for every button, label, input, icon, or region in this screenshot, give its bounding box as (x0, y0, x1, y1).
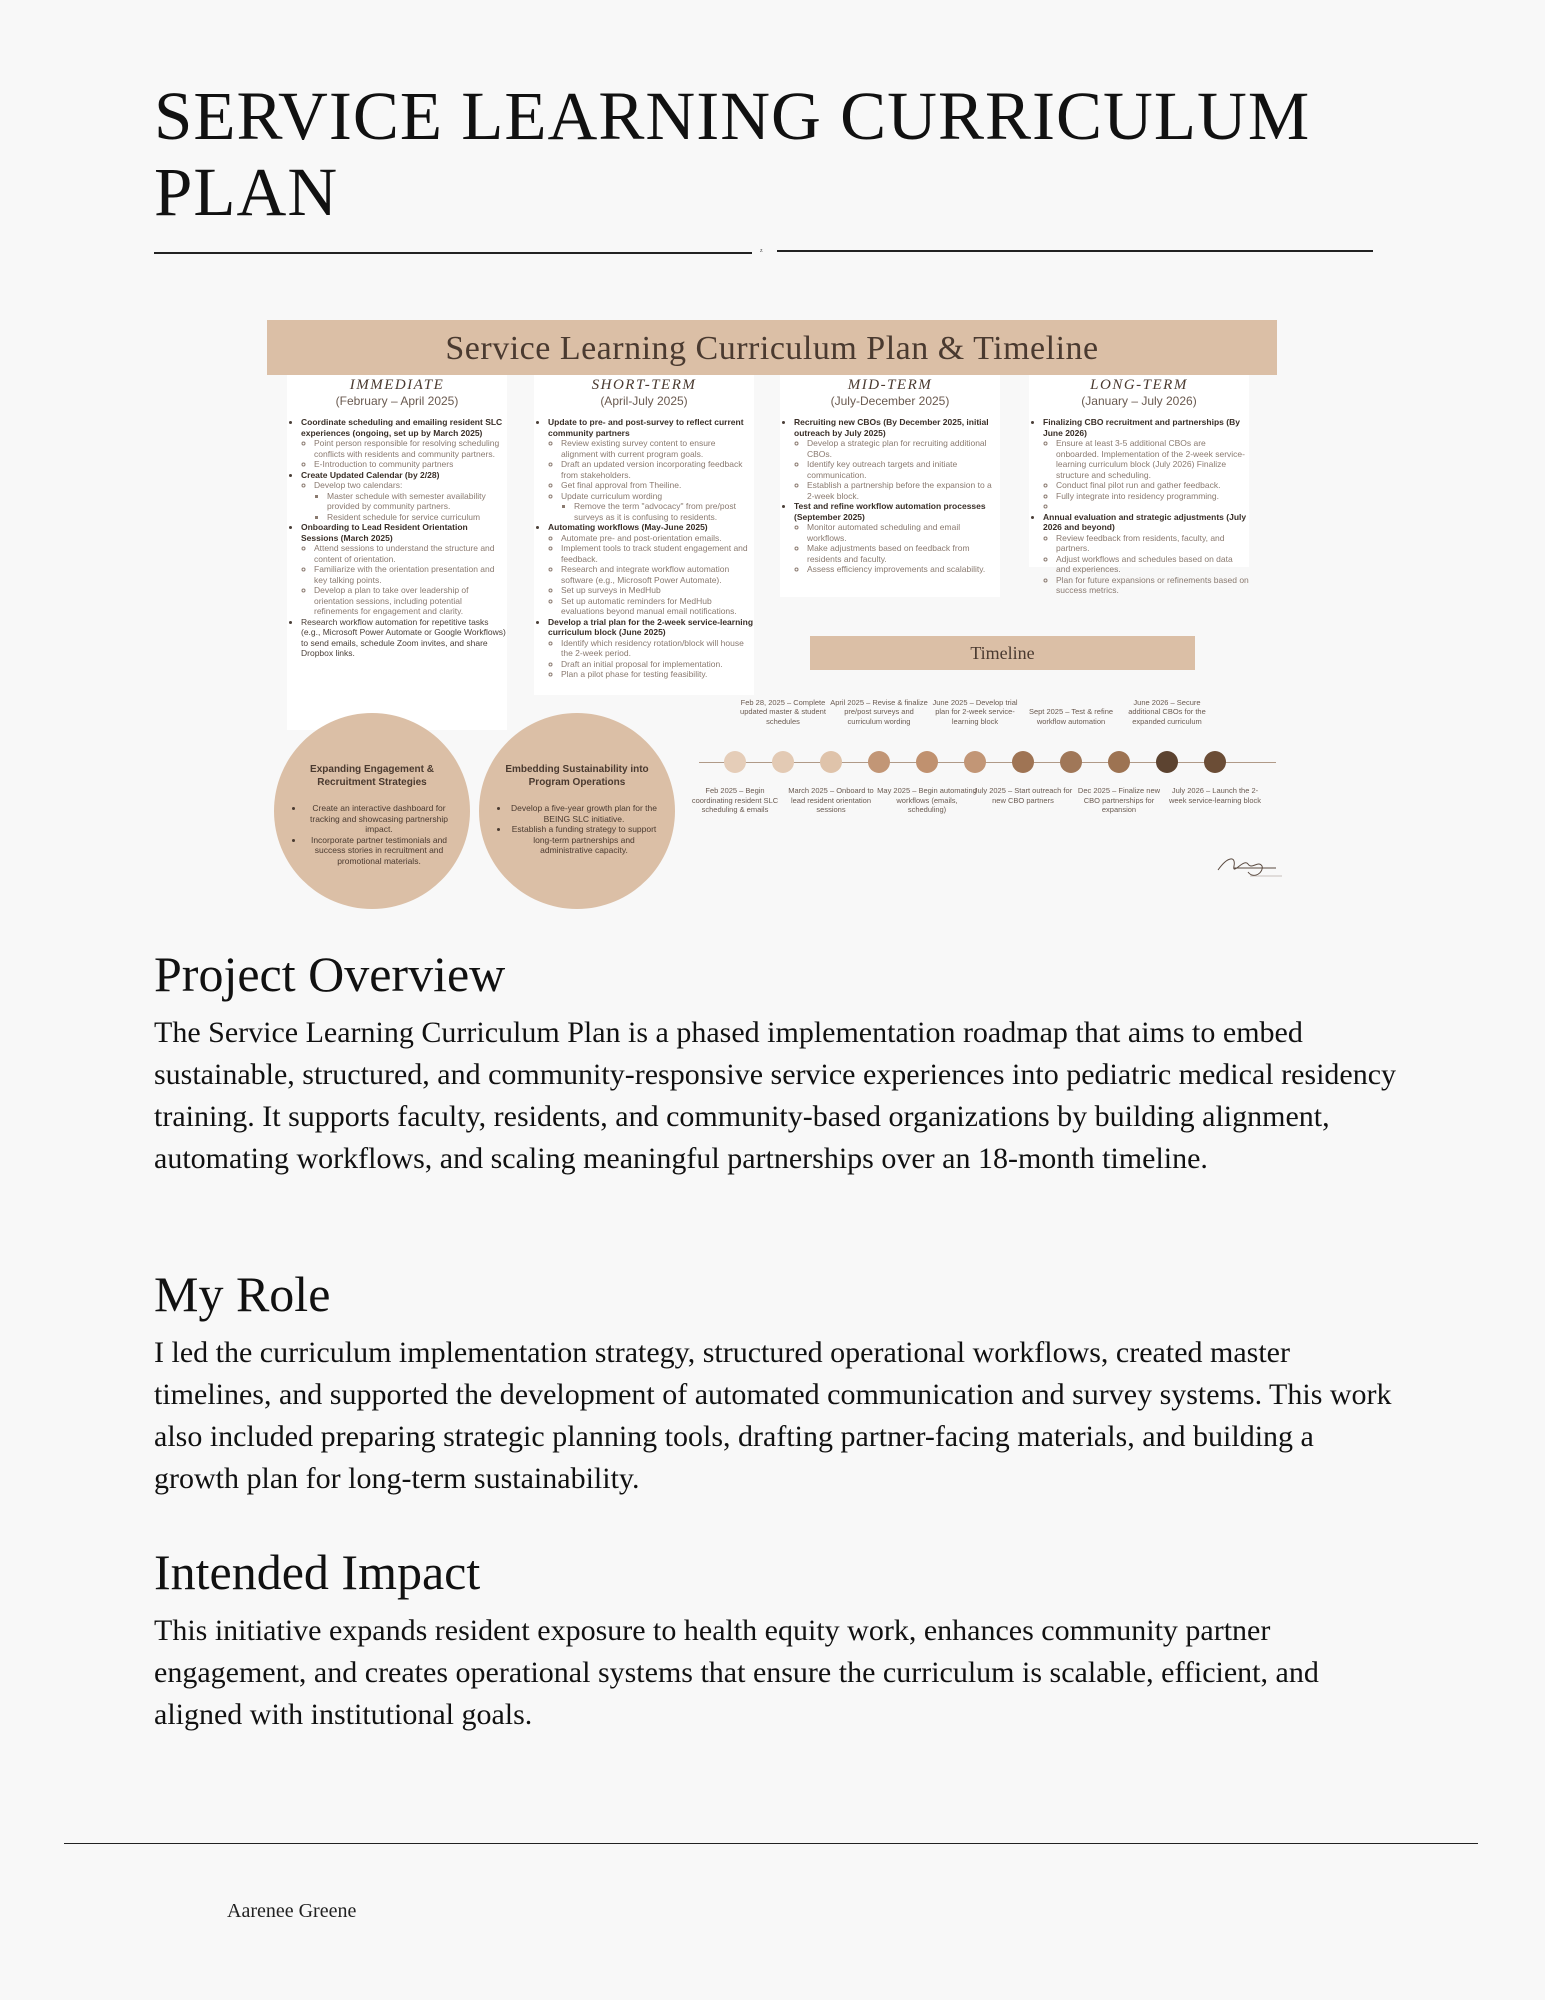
phase-subtask-list (548, 638, 754, 680)
phase-subtask: ◦ Draft an initial proposal for implementation. (561, 659, 754, 670)
timeline-label: Sept 2025 – Test & refine workflow automation (1028, 707, 1114, 726)
signature-mark (1214, 850, 1284, 884)
timeline-dot (724, 751, 746, 773)
phase-dates: (July-December 2025) (830, 394, 950, 408)
phase-subtask: ◦ Adjust workflows and schedules based on data and experiences. (1056, 554, 1249, 575)
phase-task-text: Recruiting new CBOs (By December 2025, initial outreach by July 2025) (794, 417, 989, 438)
phase-subtask: ◦ Set up surveys in MedHub (561, 585, 754, 596)
title-divider-left (154, 252, 752, 254)
phase-subtask: ◦ Get final approval from Theiline. (561, 480, 754, 491)
section-heading-overview: Project Overview (154, 946, 506, 1002)
phase-task (794, 501, 1000, 575)
phase-dates: (February – April 2025) (335, 394, 459, 408)
phase-subtask: ◦ Assess efficiency improvements and scalability. (807, 564, 1000, 575)
phase-dates: (April-July 2025) (600, 394, 688, 408)
timeline-dot (772, 751, 794, 773)
focus-circle-list (294, 803, 454, 866)
infographic-banner (267, 320, 1277, 375)
phase-subtask: ◦ Conduct final pilot run and gather feedback. (1056, 480, 1249, 491)
timeline-dot (1156, 751, 1178, 773)
phase-heading: SHORT-TERM (591, 377, 697, 393)
title-divider-right (777, 250, 1373, 252)
timeline-label: Feb 28, 2025 – Complete updated master & student schedules (740, 697, 826, 726)
timeline-label: July 2026 – Launch the 2-week service-learning block (1168, 786, 1262, 805)
phase-detail: ▪ Master schedule with semester availability provided by community partners. (327, 491, 507, 512)
timeline-dot (868, 751, 890, 773)
page-title: SERVICE LEARNING CURRICULUM PLAN (154, 78, 1311, 230)
phase-subtask: ◦ Develop a strategic plan for recruiting additional CBOs. (807, 438, 1000, 459)
phase-subtask: ◦ Automate pre- and post-orientation emails. (561, 533, 754, 544)
phase-subtask: ◦ Research and integrate workflow automation software (e.g., Microsoft Power Automate). (561, 564, 754, 585)
phase-task (301, 470, 507, 523)
phase-subtask: ◦ Make adjustments based on feedback from residents and faculty. (807, 543, 1000, 564)
title-divider-mark: z (760, 248, 763, 254)
focus-circle-list (499, 803, 659, 856)
phase-subtask: ◦ Update curriculum wording ▪ Remove the term "advocacy" from pre/post surveys as it is confusing to residents. (561, 491, 754, 523)
phase-subtask: ◦ Develop two calendars: ▪ Master schedule with semester availability provided by community partners. ▪ Resident schedule for service curriculum (314, 480, 507, 522)
focus-circle-engagement (274, 713, 470, 909)
phase-task (301, 617, 507, 659)
phase-subtask: ◦ Identify key outreach targets and initiate communication. (807, 459, 1000, 480)
phase-detail: ▪ Remove the term "advocacy" from pre/post surveys as it is confusing to residents. (574, 501, 754, 522)
timeline-label: May 2025 – Begin automating workflows (emails, scheduling) (877, 786, 977, 814)
phase-subtask: ◦ Set up automatic reminders for MedHub evaluations beyond manual email notifications. (561, 596, 754, 617)
phase-subtask-list (1043, 533, 1249, 596)
phase-subtask: ◦ Plan for future expansions or refinements based on success metrics. (1056, 575, 1249, 596)
phase-subtask-list (548, 533, 754, 617)
section-body-impact: This initiative expands resident exposure to health equity work, enhances community partner engagement, and creates operational systems that ensure the curriculum is scalable, efficient, and aligned with institutional goals. (154, 1614, 1319, 1731)
timeline-dot (1108, 751, 1130, 773)
phase-subtask: ◦ Establish a partnership before the expansion to a 2-week block. (807, 480, 1000, 501)
phase-task-text: Annual evaluation and strategic adjustments (July 2026 and beyond) (1043, 511, 1247, 532)
phase-task-text: Develop a trial plan for the 2-week service-learning curriculum block (June 2025) (548, 616, 754, 637)
focus-circle-title: Expanding Engagement & Recruitment Strategies (310, 764, 434, 788)
section-heading-role: My Role (154, 1266, 331, 1322)
timeline-label: March 2025 – Onboard to lead resident orientation sessions (788, 786, 874, 814)
timeline-dot (916, 751, 938, 773)
timeline-dot (820, 751, 842, 773)
phase-subtask-list (1043, 438, 1249, 512)
section-body-role: I led the curriculum implementation strategy, structured operational workflows, created master timelines, and supported the development of automated communication and survey systems. This work also included preparing strategic planning tools, drafting partner-facing materials, and building a growth plan for long-term sustainability. (154, 1336, 1392, 1495)
phase-subtask-list (301, 438, 507, 470)
section-body-overview: The Service Learning Curriculum Plan is a phased implementation roadmap that aims to embed sustainable, structured, and community-responsive service experiences into pediatric medical residency training. It supports faculty, residents, and community-based organizations by building alignment, automating workflows, and scaling meaningful partnerships over an 18-month timeline. (154, 1016, 1397, 1175)
phase-subtask: ◦ Identify which residency rotation/block will house the 2-week period. (561, 638, 754, 659)
phase-task (1043, 512, 1249, 596)
phase-subtask-list (301, 543, 507, 617)
phase-task-text: Coordinate scheduling and emailing resident SLC experiences (ongoing, set up by March 2025) (301, 417, 503, 438)
timeline-dot (964, 751, 986, 773)
phase-dates: (January – July 2026) (1081, 394, 1197, 408)
phase-subtask: ◦ Review existing survey content to ensure alignment with current program goals. (561, 438, 754, 459)
phase-subtask-list (301, 480, 507, 522)
timeline-dot (1012, 751, 1034, 773)
phase-task (1043, 417, 1249, 512)
phase-task (794, 417, 1000, 501)
phase-detail-list (561, 501, 754, 522)
timeline-banner (810, 636, 1195, 670)
phase-subtask-list (794, 438, 1000, 501)
column-immediate (287, 375, 507, 730)
phase-task-list (780, 417, 1000, 575)
focus-circle-title: Embedding Sustainability into Program Operations (505, 764, 649, 788)
curriculum-infographic (267, 318, 1279, 898)
phase-detail-list (314, 491, 507, 523)
phase-heading: IMMEDIATE (349, 377, 445, 393)
phase-subtask: ◦ Review feedback from residents, faculty, and partners. (1056, 533, 1249, 554)
timeline-label: June 2026 – Secure additional CBOs for the expanded curriculum (1128, 697, 1206, 726)
footer-divider (64, 1843, 1478, 1844)
focus-circle-item: • Incorporate partner testimonials and success stories in recruitment and promotional materials. (304, 835, 454, 867)
phase-task-text: Create Updated Calendar (by 2/28) (301, 469, 440, 480)
phase-subtask: ◦ Fully integrate into residency programming. (1056, 491, 1249, 502)
phase-task (301, 522, 507, 617)
infographic-title: Service Learning Curriculum Plan & Timeline (445, 330, 1099, 367)
phase-task (548, 617, 754, 680)
phase-task-list (1029, 417, 1249, 596)
phase-task-text: Research workflow automation for repetitive tasks (e.g., Microsoft Power Automate or Google Workflows) to send emails, schedule Zoom invites, and share Dropbox links. (301, 616, 506, 658)
phase-task (548, 522, 754, 617)
phase-task-list (534, 417, 754, 680)
phase-subtask: ◦ Ensure at least 3-5 additional CBOs are onboarded. Implementation of the 2-week service- learning curriculum block (July 2026) Finalize structure and scheduling. (1056, 438, 1249, 480)
phase-subtask-list (548, 438, 754, 522)
phase-subtask: ◦ Familiarize with the orientation presentation and key talking points. (314, 564, 507, 585)
timeline-label: June 2025 – Develop trial plan for 2-week service-learning block (932, 697, 1018, 726)
author-name: Aarenee Greene (227, 1900, 357, 1922)
phase-detail: ▪ Resident schedule for service curriculum (327, 512, 507, 523)
phase-subtask: ◦ Monitor automated scheduling and email workflows. (807, 522, 1000, 543)
phase-subtask: ◦ Plan a pilot phase for testing feasibility. (561, 669, 754, 680)
focus-circle-item: • Develop a five-year growth plan for the BEING SLC initiative. (509, 803, 659, 824)
phase-subtask: ◦ Draft an updated version incorporating feedback from stakeholders. (561, 459, 754, 480)
timeline-label: Feb 2025 – Begin coordinating resident SLC scheduling & emails (691, 786, 779, 814)
phase-task-text: Onboarding to Lead Resident Orientation Sessions (March 2025) (301, 522, 468, 543)
timeline-dot (1060, 751, 1082, 773)
column-long-term (1029, 375, 1249, 595)
phase-heading: MID-TERM (847, 377, 933, 393)
column-short-term (534, 375, 754, 695)
phase-heading: LONG-TERM (1090, 377, 1188, 393)
phase-task-text: Test and refine workflow automation processes (September 2025) (794, 501, 986, 522)
phase-subtask: ◦ Attend sessions to understand the structure and content of orientation. (314, 543, 507, 564)
phase-task (548, 417, 754, 522)
phase-subtask: ◦ Develop a plan to take over leadership of orientation sessions, including potential refinements for engagement and clarity. (314, 585, 507, 617)
phase-subtask-list (794, 522, 1000, 575)
phase-subtask: ◦ Implement tools to track student engagement and feedback. (561, 543, 754, 564)
column-mid-term (780, 375, 1000, 597)
focus-circle-item: • Establish a funding strategy to support long-term partnerships and administrative capacity. (509, 824, 659, 856)
phase-subtask: ◦ Point person responsible for resolving scheduling conflicts with residents and community partners. (314, 438, 507, 459)
timeline-label: April 2025 – Revise & finalize pre/post surveys and curriculum wording (830, 697, 928, 726)
timeline-title: Timeline (970, 643, 1035, 663)
focus-circle-sustainability (479, 713, 675, 909)
phase-task-list (287, 417, 507, 659)
phase-task-text: Automating workflows (May-June 2025) (548, 522, 708, 532)
phase-subtask (1056, 501, 1249, 512)
section-heading-impact: Intended Impact (154, 1544, 481, 1600)
phase-task-text: Finalizing CBO recruitment and partnerships (By June 2026) (1043, 417, 1240, 438)
timeline-label: Dec 2025 – Finalize new CBO partnerships for expansion (1077, 786, 1161, 814)
timeline-dot (1204, 751, 1226, 773)
phase-subtask: ◦ E-Introduction to community partners (314, 459, 507, 470)
phase-task-text: Update to pre- and post-survey to reflect current community partners (548, 417, 744, 438)
phase-task (301, 417, 507, 470)
timeline-label: July 2025 – Start outreach for new CBO partners (973, 786, 1073, 805)
focus-circle-item: • Create an interactive dashboard for tracking and showcasing partnership impact. (304, 803, 454, 835)
